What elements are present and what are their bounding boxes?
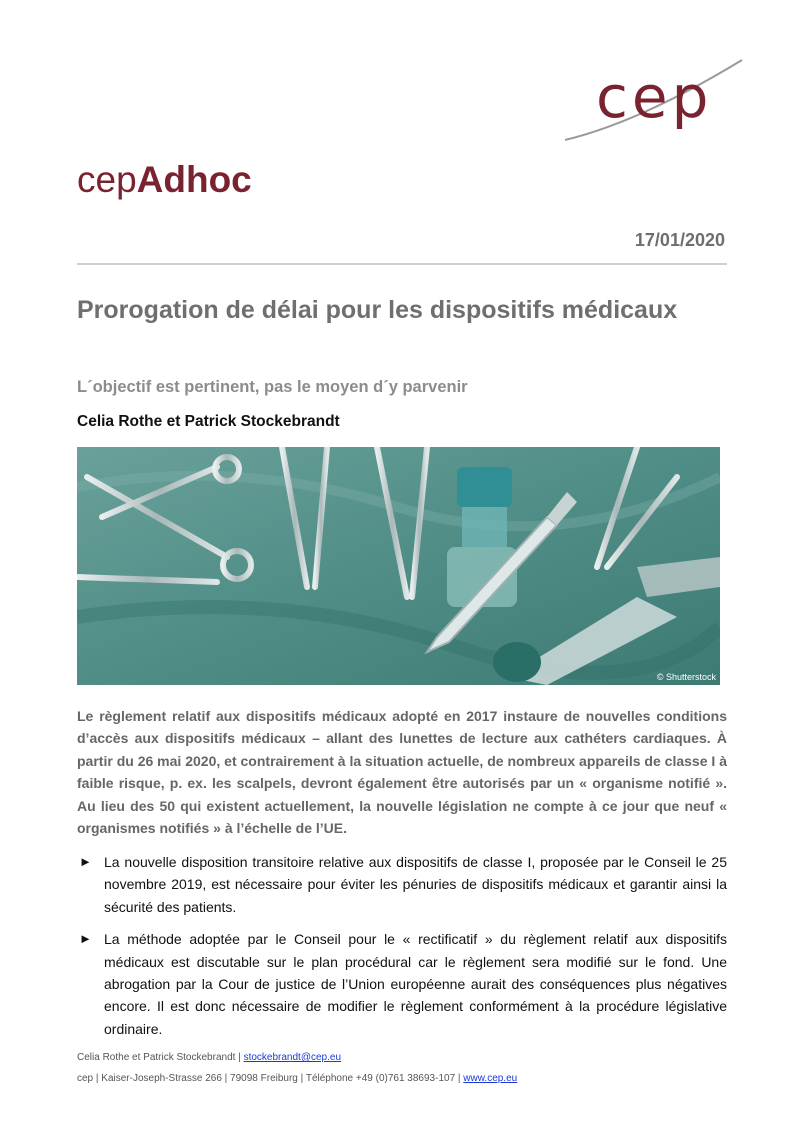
key-point-text: La méthode adoptée par le Conseil pour le « rectificatif » du règlement relatif aux dispositifs médicaux est discutable sur le plan procédural car le règlement sera modifié sur le fond. Une abrogation par la Cour de justice de l’Union européenne aurait des conséquences plus négatives encore. Il est donc nécessaire de modifier le règlement conformément à la procédure législative ordinaire. [104, 931, 727, 1037]
brand-title [77, 158, 252, 202]
footer-website-link[interactable]: www.cep.eu [463, 1073, 518, 1084]
footer-authors-line [77, 1052, 341, 1063]
footer-address-line [77, 1073, 517, 1084]
publication-date: 17/01/2020 [634, 230, 725, 250]
photo-credit: © Shutterstock [656, 672, 716, 682]
key-point [77, 928, 727, 1040]
footer-address: cep | Kaiser-Joseph-Strasse 266 | 79098 Freiburg | Téléphone +49 (0)761 38693-107 | [77, 1073, 461, 1084]
bullet-arrow-icon: ► [79, 854, 92, 869]
photo-illustration [77, 447, 720, 685]
key-point [77, 851, 727, 918]
header-divider [77, 263, 727, 265]
footer-email-link[interactable]: stockebrandt@cep.eu [243, 1052, 342, 1063]
brand-suffix: Adhoc [136, 159, 252, 200]
logo-text: cep [596, 63, 713, 131]
footer-authors: Celia Rothe et Patrick Stockebrandt | [77, 1052, 241, 1063]
intro-paragraph: Le règlement relatif aux dispositifs médicaux adopté en 2017 instaure de nouvelles conditions d’accès aux dispositifs médicaux – allant des lunettes de lecture aux cathéters cardiaques. À partir du 26 mai 2020, et contrairement à la situation actuelle, de nombreux appareils de classe I à faible risque, p. ex. les scalpels, devront également être autorisés par un « organisme notifié ». Au lieu des 50 qui existent actuellement, la nouvelle législation ne compte à ce jour que neuf « organismes notifiés » à l’échelle de l’UE. [77, 708, 727, 837]
bullet-arrow-icon: ► [79, 931, 92, 947]
subtitle: L´objectif est pertinent, pas le moyen d´y parvenir [77, 378, 468, 396]
authors: Celia Rothe et Patrick Stockebrandt [77, 413, 340, 430]
surgical-instruments-photo [77, 447, 720, 685]
key-point-text: La nouvelle disposition transitoire relative aux dispositifs de classe I, proposée par le Conseil le 25 novembre 2019, est nécessaire pour éviter les pénuries de dispositifs médicaux et garantir ainsi la sécurité des patients. [104, 854, 727, 915]
brand-prefix: cep [77, 159, 137, 200]
key-points-list [77, 851, 727, 1050]
page-title: Prorogation de délai pour les dispositifs médicaux [77, 296, 678, 324]
